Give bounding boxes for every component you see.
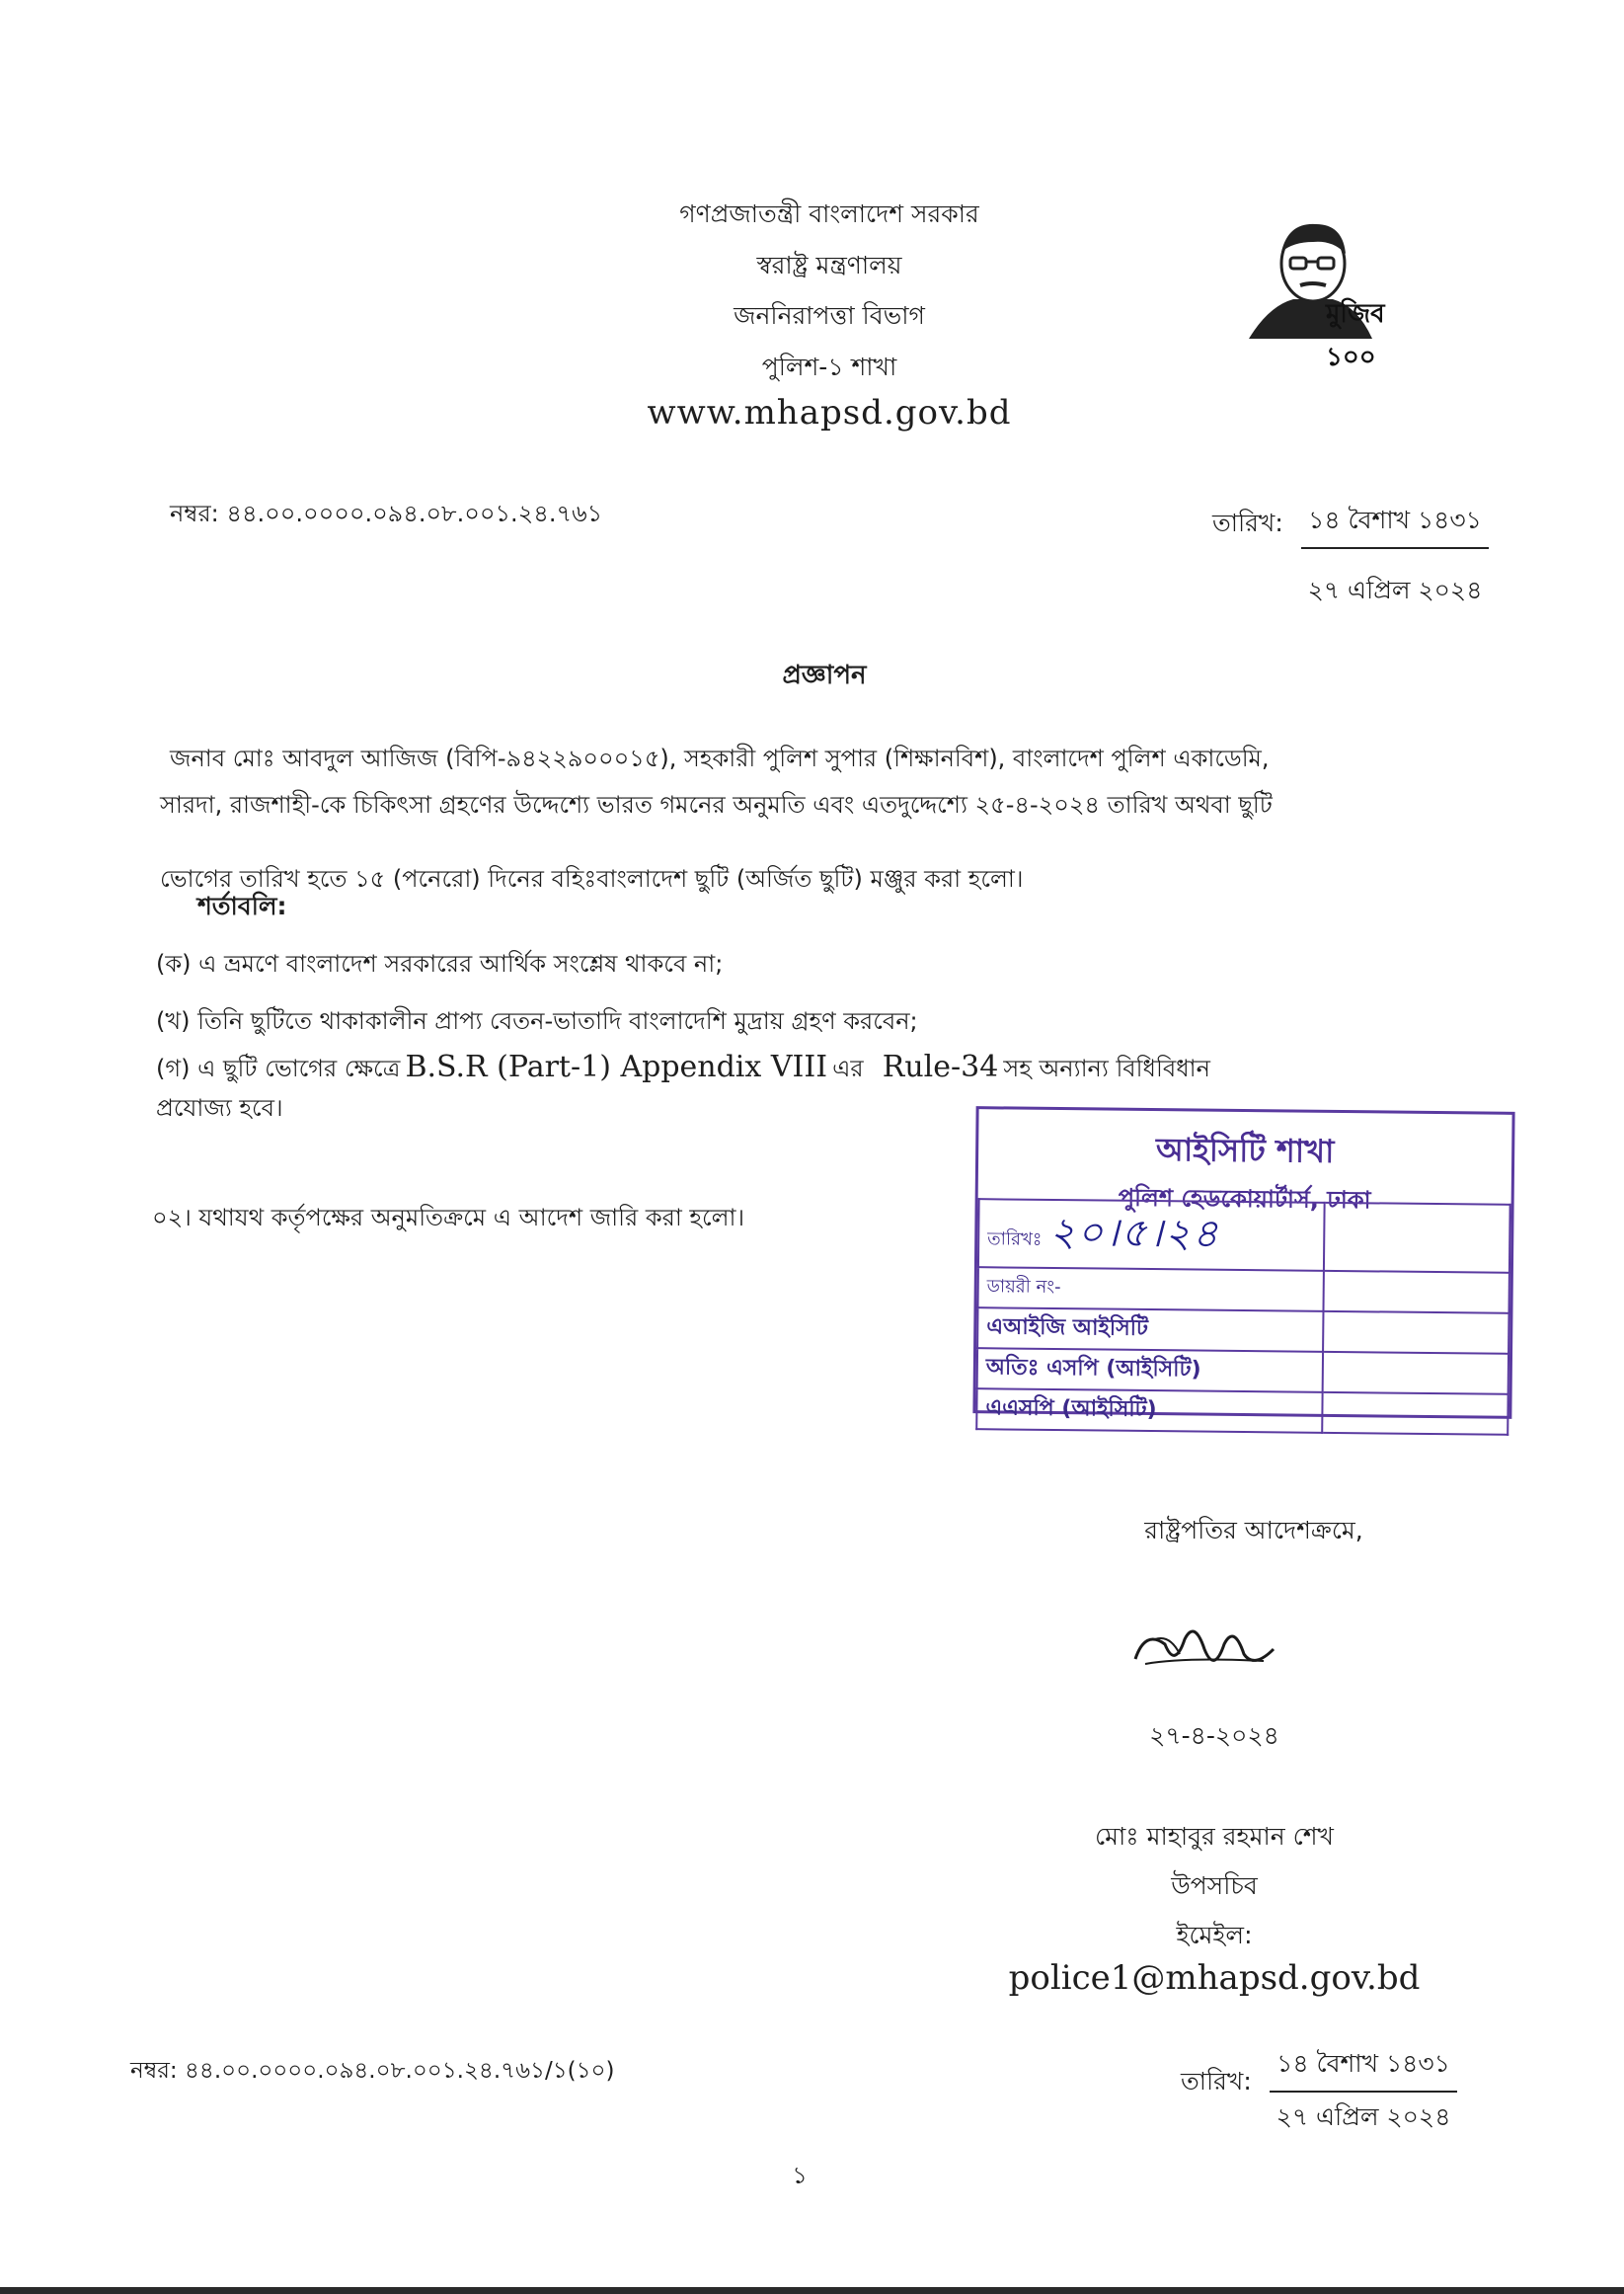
footer-date-label: তারিখ: [1181, 2067, 1252, 2096]
signature-date: ২৭-৪-২০২৪ [1149, 1721, 1279, 1750]
memo-number-value: ৪৪.০০.০০০০.০৯৪.০৮.০০১.২৪.৭৬১ [226, 500, 603, 527]
condition-ga-part1: (গ) এ ছুটি ভোগের ক্ষেত্রে [156, 1055, 401, 1082]
signature-scribble [1125, 1610, 1283, 1689]
scan-bottom-edge [0, 2287, 1624, 2294]
website-text: www.mhapsd.gov.bd [647, 393, 1012, 433]
stamp-row-label: এএসপি (আইসিটি) [976, 1388, 1322, 1433]
stamp-row [978, 1199, 1510, 1273]
memo-number-label: নম্বর: [170, 500, 219, 527]
branch-name: পুলিশ-১ শাখা [761, 353, 897, 381]
stamp-row [977, 1348, 1508, 1394]
division-name: জননিরাপত্তা বিভাগ [734, 301, 925, 330]
by-order-text: রাষ্ট্রপতির আদেশক্রমে, [1144, 1516, 1363, 1544]
ict-branch-stamp [972, 1106, 1514, 1423]
condition-ga-line2: প্রযোজ্য হবে। [156, 1094, 283, 1122]
condition-ka: (ক) এ ভ্রমণে বাংলাদেশ সরকারের আর্থিক সংশ্লেষ থাকবে না; [156, 950, 724, 978]
signatory-designation: উপসচিব [1171, 1871, 1258, 1900]
stamp-row-value [1323, 1352, 1508, 1394]
signatory-email[interactable]: police1@mhapsd.gov.bd [1008, 1958, 1421, 1998]
stamp-row-label: অতিঃ এসপি (আইসিটি) [977, 1348, 1323, 1392]
body-line-2: সারদা, রাজশাহী-কে চিকিৎসা গ্রহণের উদ্দেশ্যে ভারত গমনের অনুমতি এবং এতদুদ্দেশ্যে ২৫-৪-২০২৪ তারিখ অথবা ছুটি [160, 791, 1273, 819]
body-line-1: জনাব মোঃ আবদুল আজিজ (বিপি-৯৪২২৯০০০১৫), সহকারী পুলিশ সুপার (শিক্ষানবিশ), বাংলাদেশ পুলিশ একাডেমি, [170, 745, 1270, 772]
stamp-row-value [1322, 1392, 1508, 1435]
condition-ga-part5: সহ অন্যান্য বিধিবিধান [1003, 1055, 1210, 1082]
signatory-name: মোঃ মাহাবুর রহমান শেখ [1095, 1822, 1334, 1851]
govt-name: গণপ্রজাতন্ত্রী বাংলাদেশ সরকার [679, 199, 979, 228]
body-line-3: ভোগের তারিখ হতে ১৫ (পনেরো) দিনের বহিঃবাংলাদেশ ছুটি (অর্জিত ছুটি) মঞ্জুর করা হলো। [160, 865, 1024, 893]
stamp-row-label [978, 1199, 1325, 1271]
stamp-title: আইসিটি শাখা [1155, 1131, 1335, 1170]
condition-kha: (খ) তিনি ছুটিতে থাকাকালীন প্রাপ্য বেতন-ভাতাদি বাংলাদেশি মুদ্রায় গ্রহণ করবেন; [156, 1007, 918, 1035]
stamp-row-label: এআইজি আইসিটি [977, 1307, 1323, 1352]
footer-memo-number [130, 2052, 614, 2091]
stamp-row-value [1324, 1203, 1510, 1273]
conditions-heading: শর্তাবলি: [197, 892, 287, 920]
stamp-row [977, 1307, 1508, 1354]
stamp-subtitle: পুলিশ হেডকোয়ার্টার্স, ঢাকা [1118, 1183, 1371, 1215]
stamp-date-label: তারিখঃ [987, 1228, 1043, 1250]
stamp-row-value [1323, 1311, 1508, 1354]
logo-text: মুজিব ১০০ [1326, 299, 1385, 372]
condition-ga [156, 1050, 1210, 1090]
page-number: ১ [792, 2162, 808, 2189]
mujib-100-logo [1239, 212, 1431, 372]
footer-memo-number-value: ৪৪.০০.০০০০.০৯৪.০৮.০০১.২৪.৭৬১/১(১০) [185, 2058, 615, 2084]
stamp-date-handwritten: ২০।৫।২৪ [1048, 1209, 1220, 1257]
stamp-table [975, 1198, 1510, 1436]
stamp-row [978, 1267, 1509, 1313]
paragraph-02: ০২। যথাযথ কর্তৃপক্ষের অনুমতিক্রমে এ আদেশ জারি করা হলো। [152, 1204, 745, 1231]
document-title: প্রজ্ঞাপন [782, 661, 867, 690]
footer-date-bangla: ১৪ বৈশাখ ১৪৩১ [1270, 2044, 1457, 2093]
memo-date-label: তারিখ: [1212, 509, 1283, 537]
condition-ga-part4: Rule-34 [882, 1050, 999, 1084]
email-label: ইমেইল: [1176, 1921, 1253, 1949]
ministry-name: স্বরাষ্ট্র মন্ত্রণালয় [756, 251, 902, 279]
condition-ga-part3: এর [832, 1055, 864, 1082]
condition-ga-part2: B.S.R (Part-1) Appendix VIII [405, 1050, 828, 1084]
stamp-row-value [1323, 1271, 1508, 1313]
memo-date-english: ২৭ এপ্রিল ২০২৪ [1307, 576, 1483, 604]
memo-date-bangla: ১৪ বৈশাখ ১৪৩১ [1301, 501, 1489, 549]
memo-number [170, 496, 602, 535]
footer-date-english: ২৭ এপ্রিল ২০২৪ [1276, 2102, 1451, 2131]
stamp-row-label: ডায়রী নং- [978, 1267, 1324, 1311]
footer-memo-number-label: নম্বর: [130, 2058, 178, 2084]
stamp-row [976, 1388, 1508, 1435]
